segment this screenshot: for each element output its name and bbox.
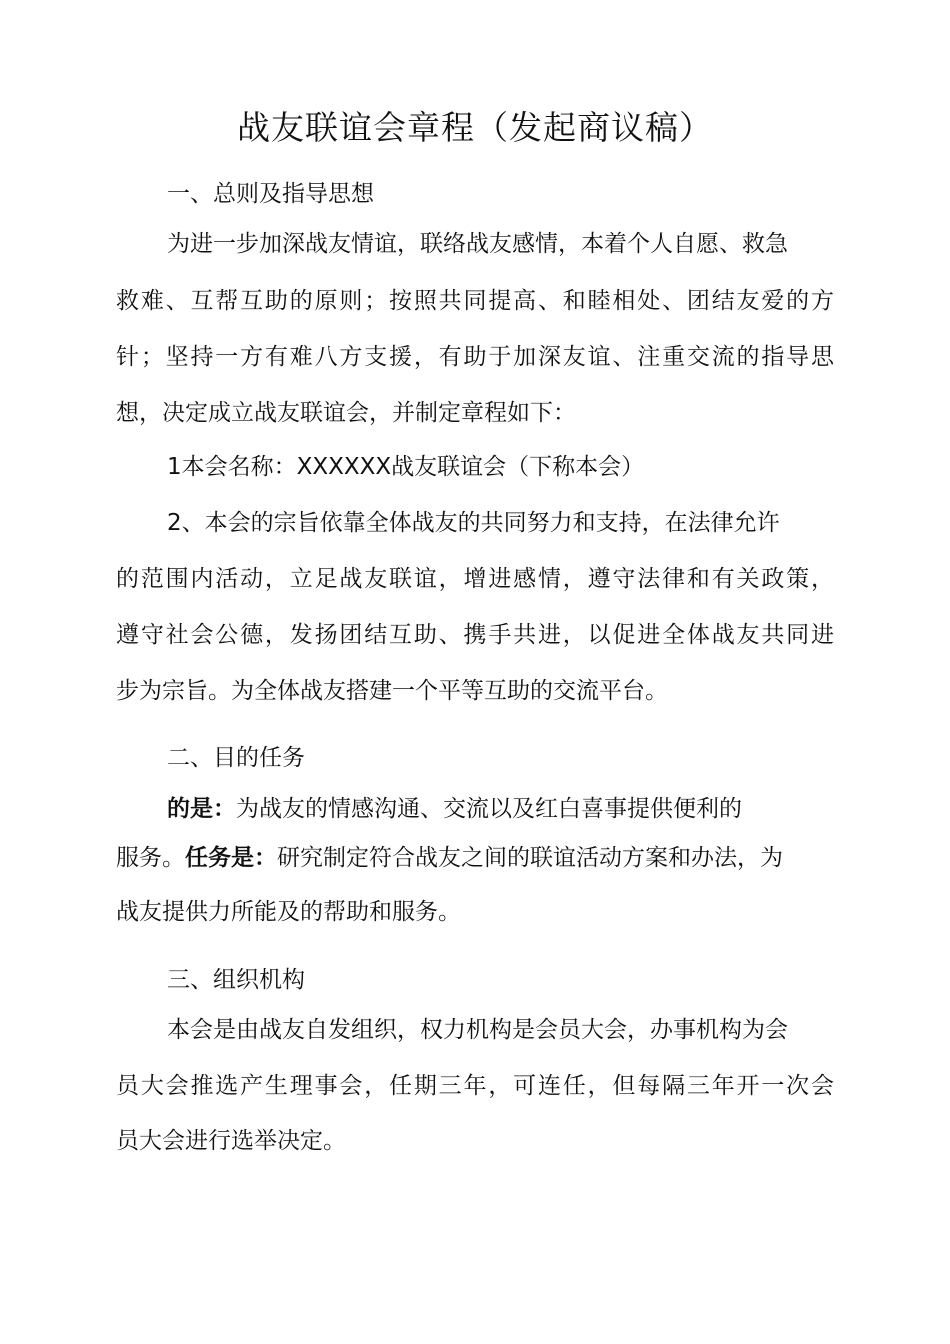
paragraph-line: 救难、互帮互助的原则；按照共同提高、和睦相处、团结友爱的方 xyxy=(116,288,834,314)
paragraph-line: 遵守社会公德，发扬团结互助、携手共进，以促进全体战友共同进 xyxy=(116,622,834,648)
purpose-text: 为战友的情感沟通、交流以及红白喜事提供便利的 xyxy=(236,796,742,822)
paragraph-line: 步为宗旨。为全体战友搭建一个平等互助的交流平台。 xyxy=(116,678,668,704)
section-heading-purpose: 二、目的任务 xyxy=(167,745,305,771)
paragraph-line: 想，决定成立战友联谊会，并制定章程如下： xyxy=(116,400,576,426)
task-line-start: 服务。 xyxy=(116,845,185,871)
task-line xyxy=(116,841,783,875)
paragraph-line: 针；坚持一方有难八方支援，有助于加深友谊、注重交流的指导思 xyxy=(116,344,834,370)
section-heading-organization: 三、组织机构 xyxy=(167,967,305,993)
paragraph-line: 员大会进行选举决定。 xyxy=(116,1128,346,1154)
document-title: 战友联谊会章程（发起商议稿） xyxy=(237,108,713,147)
paragraph-line: 员大会推选产生理事会，任期三年，可连任，但每隔三年开一次会 xyxy=(116,1073,834,1099)
section-heading-general: 一、总则及指导思想 xyxy=(167,181,374,207)
paragraph-line: 2、本会的宗旨依靠全体战友的共同努力和支持，在法律允许 xyxy=(167,510,780,536)
task-text: 研究制定符合战友之间的联谊活动方案和办法，为 xyxy=(277,845,783,871)
purpose-line xyxy=(167,792,742,826)
paragraph-line: 本会是由战友自发组织，权力机构是会员大会，办事机构为会 xyxy=(167,1017,788,1043)
paragraph-line: 的范围内活动，立足战友联谊，增进感情，遵守法律和有关政策， xyxy=(116,566,834,592)
task-label: 任务是： xyxy=(185,845,277,871)
purpose-label: 的是： xyxy=(167,796,236,822)
paragraph-line: 战友提供力所能及的帮助和服务。 xyxy=(116,899,461,925)
item-name-line: 1本会名称：XXXXXX战友联谊会（下称本会） xyxy=(167,454,645,480)
paragraph-line: 为进一步加深战友情谊，联络战友感情，本着个人自愿、救急 xyxy=(167,231,788,257)
